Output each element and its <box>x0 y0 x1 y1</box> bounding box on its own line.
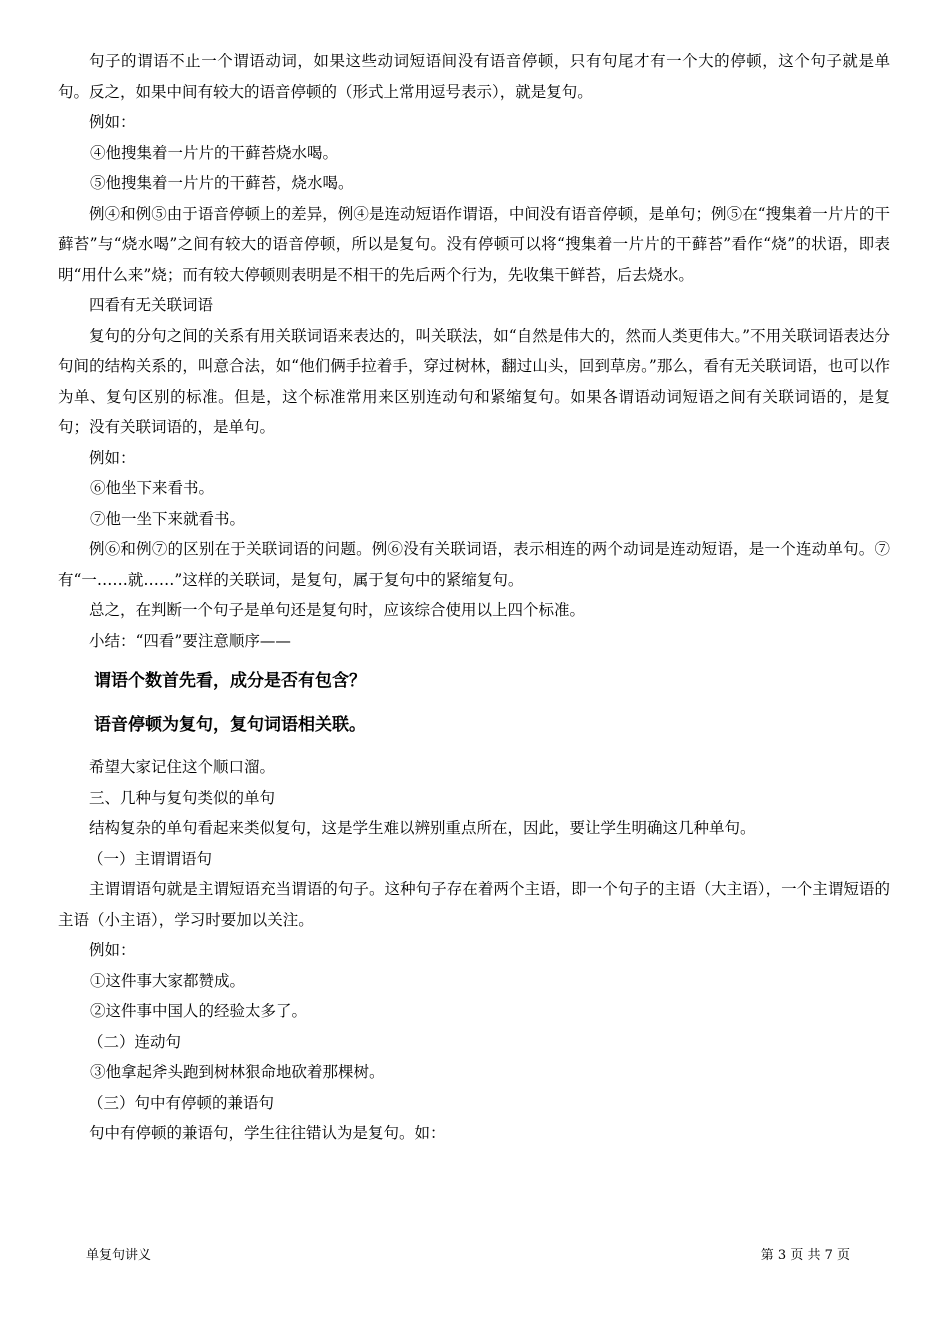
document-body <box>58 46 890 1149</box>
example-sentence: ②这件事中国人的经验太多了。 <box>90 1002 308 1020</box>
footer-title: 单复句讲义 <box>86 1248 152 1263</box>
paragraph: 主谓谓语句就是主谓短语充当谓语的句子。这种句子存在着两个主语，即一个句子的主语（大主语），一个主谓短语的主语（小主语），学习时要加以关注。 <box>58 880 890 929</box>
mnemonic-line: 谓语个数首先看，成分是否有包含？ <box>94 671 366 691</box>
section-heading: 三、几种与复句类似的单句 <box>89 788 276 807</box>
example-sentence: ⑤他搜集着一片片的干藓苔，烧水喝。 <box>90 174 354 192</box>
example-sentence: ⑥他坐下来看书。 <box>90 479 215 497</box>
paragraph: 例⑥和例⑦的区别在于关联词语的问题。例⑥没有关联词语，表示相连的两个动词是连动短语，是一个连动单句。⑦有“一……就……”这样的关联词，是复句，属于复句中的紧缩复句。 <box>58 540 890 589</box>
example-sentence: ⑦他一坐下来就看书。 <box>90 509 246 528</box>
paragraph: 希望大家记住这个顺口溜。 <box>89 758 276 776</box>
paragraph: 结构复杂的单句看起来类似复句，这是学生难以辨别重点所在，因此，要让学生明确这几种单句。 <box>89 819 756 837</box>
paragraph: 例如： <box>89 941 136 959</box>
footer-page-number: 第 3 页 共 7 页 <box>760 1248 850 1263</box>
paragraph: 例如： <box>89 113 136 131</box>
paragraph: 句中有停顿的兼语句，学生往往错认为是复句。如： <box>89 1124 446 1142</box>
paragraph: 总之，在判断一个句子是单句还是复句时，应该综合使用以上四个标准。 <box>89 601 586 619</box>
example-sentence: ①这件事大家都赞成。 <box>90 971 246 990</box>
paragraph: 例如： <box>89 448 136 467</box>
paragraph: 句子的谓语不止一个谓语动词，如果这些动词短语间没有语音停顿，只有句尾才有一个大的停顿，这个句子就是单句。反之，如果中间有较大的语音停顿的（形式上常用逗号表示），就是复句。 <box>58 52 890 101</box>
example-sentence: ③他拿起斧头跑到树林狠命地砍着那棵树。 <box>90 1063 385 1081</box>
mnemonic-line: 语音停顿为复句，复句词语相关联。 <box>94 715 366 735</box>
paragraph: 复句的分句之间的关系有用关联词语来表达的，叫关联法，如“自然是伟大的，然而人类更伟大。”不用关联词语表达分句间的结构关系的，叫意合法，如“他们俩手拉着手，穿过树林，翻过山头，回到草房。”那么，看有无关联词语，也可以作为单、复句区别的标准。但是，这个标准常用来区别连动句和紧缩复句。如果各谓语动词短语之间有关联词语的，是复句；没有关联词语的，是单句。 <box>58 326 890 436</box>
subsection-heading: （二）连动句 <box>88 1032 182 1051</box>
subsection-heading: （一）主谓谓语句 <box>88 849 213 868</box>
section-heading: 四看有无关联词语 <box>89 296 214 314</box>
example-sentence: ④他搜集着一片片的干藓苔烧水喝。 <box>90 143 339 162</box>
paragraph: 例④和例⑤由于语音停顿上的差异，例④是连动短语作谓语，中间没有语音停顿，是单句；例⑤在“搜集着一片片的干藓苔”与“烧水喝”之间有较大的语音停顿，所以是复句。没有停顿可以将“搜集着一片片的干藓苔”看作“烧”的状语，即表明“用什么来”烧；而有较大停顿则表明是不相干的先后两个行为，先收集干鲜苔，后去烧水。 <box>58 204 890 284</box>
subsection-heading: （三）句中有停顿的兼语句 <box>88 1093 275 1112</box>
summary-line: 小结：“四看”要注意顺序—— <box>89 631 291 650</box>
